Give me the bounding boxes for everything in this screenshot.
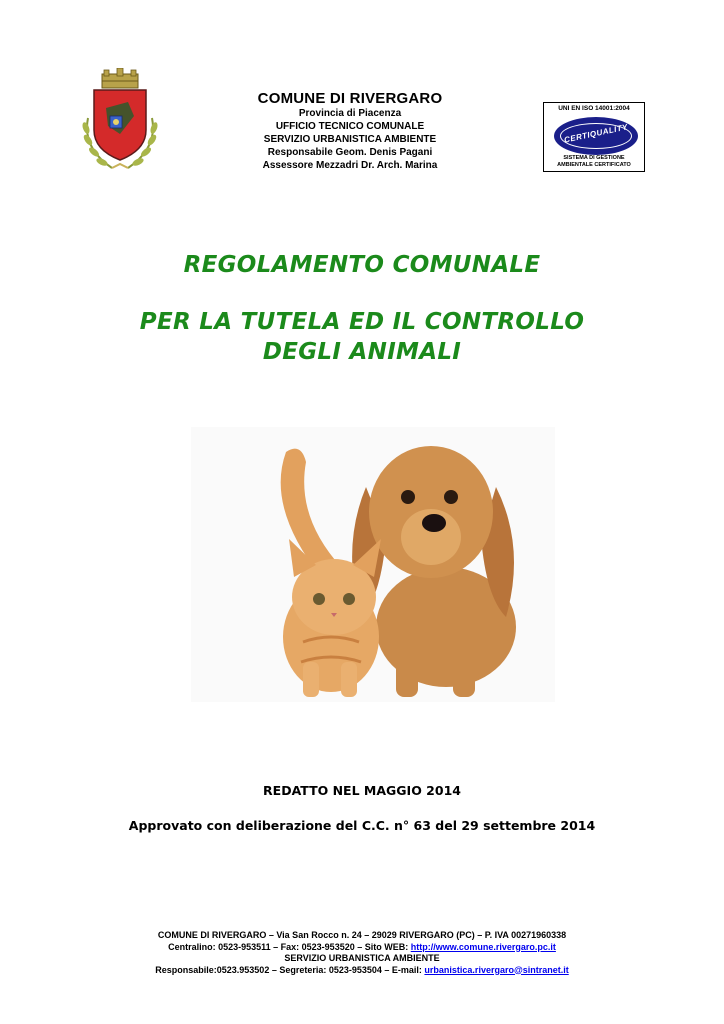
municipality-header xyxy=(200,90,500,172)
document-title-line: DEGLI ANIMALI xyxy=(262,339,462,365)
footer-phone-numbers: Responsabile:0523.953502 – Segreteria: 0523-953504 – E-mail: xyxy=(155,964,425,975)
email-link[interactable]: urbanistica.rivergaro@sintranet.it xyxy=(424,964,569,975)
footer-responsabile xyxy=(0,965,724,977)
certification-caption xyxy=(544,155,644,169)
footer-address: COMUNE DI RIVERGARO – Via San Rocco n. 24 – 29029 RIVERGARO (PC) – P. IVA 00271960338 xyxy=(157,930,567,940)
footer-contacts xyxy=(0,942,724,954)
municipality-name: COMUNE DI RIVERGARO xyxy=(257,90,443,107)
page-footer xyxy=(0,930,724,976)
certification-badge xyxy=(543,102,645,172)
approval-statement: Approvato con deliberazione del C.C. n° 63 del 29 settembre 2014 xyxy=(128,818,596,833)
certiquality-brand: CERTIQUALITY xyxy=(563,122,629,145)
cat-and-dog-photo xyxy=(191,427,555,702)
certification-caption-line: AMBIENTALE CERTIFICATO xyxy=(557,162,631,168)
certification-standard: UNI EN ISO 14001:2004 xyxy=(558,105,630,112)
header-line: Assessore Mezzadri Dr. Arch. Marina xyxy=(262,160,438,171)
header-line: Provincia di Piacenza xyxy=(298,108,402,119)
header-line: Responsabile Geom. Denis Pagani xyxy=(267,147,433,158)
coat-of-arms-logo xyxy=(72,68,164,176)
header-line: SERVIZIO URBANISTICA AMBIENTE xyxy=(263,134,437,145)
footer-service: SERVIZIO URBANISTICA AMBIENTE xyxy=(284,953,440,963)
document-title-line: PER LA TUTELA ED IL CONTROLLO xyxy=(139,309,585,335)
website-link[interactable]: http://www.comune.rivergaro.pc.it xyxy=(410,941,556,952)
certification-caption-line: SISTEMA DI GESTIONE xyxy=(563,155,625,161)
certiquality-logo xyxy=(554,117,638,155)
footer-phone-fax: Centralino: 0523-953511 – Fax: 0523-953520 – Sito WEB: xyxy=(168,941,411,952)
document-title-line: REGOLAMENTO COMUNALE xyxy=(183,252,541,278)
header-line: UFFICIO TECNICO COMUNALE xyxy=(275,121,425,132)
drafted-date: REDATTO NEL MAGGIO 2014 xyxy=(263,783,461,798)
